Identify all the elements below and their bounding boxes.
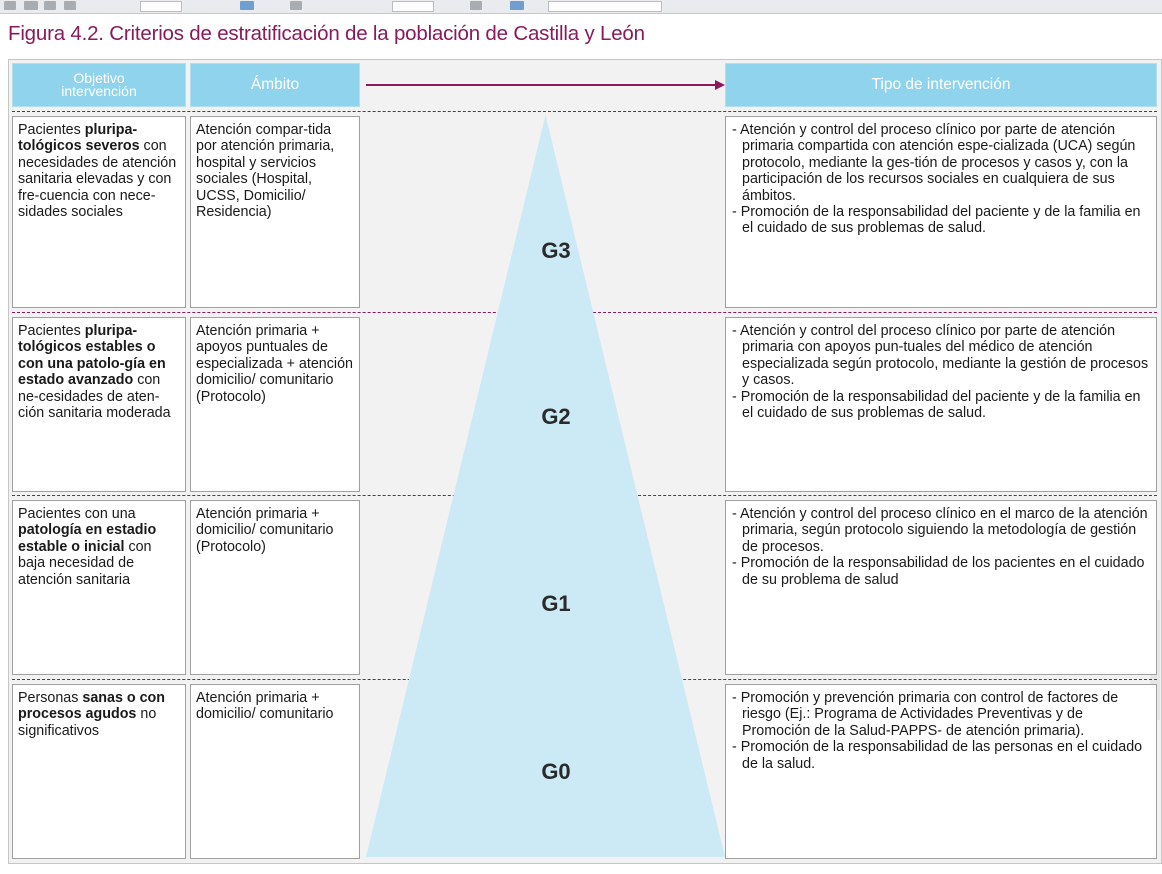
level-label-g0: G0 bbox=[541, 759, 571, 784]
arrow-line bbox=[366, 84, 716, 86]
toolbar-button-icon[interactable] bbox=[290, 1, 302, 10]
objetivo-cell-g0 bbox=[12, 684, 186, 859]
toolbar-page-field[interactable] bbox=[140, 1, 182, 12]
tipo-item: - Atención y control del proceso clínico por parte de atención primaria compartida con atención espe-cializada (UCA) según protocolo, mediante la ges-tión de procesos y casos y, con la participación de los recursos sociales en cualquiera de sus ámbitos. bbox=[732, 122, 1136, 204]
objetivo-text-part: Pacientes bbox=[18, 323, 85, 339]
objetivo-text-bold: pluripa-tológicos severos bbox=[18, 122, 140, 155]
tipo-item: - Promoción de la responsabilidad del paciente y de la familia en el cuidado de sus problemas de salud. bbox=[732, 204, 1141, 237]
level-label-g2: G2 bbox=[541, 404, 571, 429]
toolbar-search-field[interactable] bbox=[548, 1, 662, 12]
toolbar-button-icon[interactable] bbox=[240, 1, 254, 10]
tipo-cell-g3 bbox=[725, 116, 1157, 308]
objetivo-text-part: con ne-cesidades de aten-ción sanitaria moderada bbox=[18, 372, 171, 422]
header-objetivo bbox=[12, 63, 186, 107]
tipo-item: - Atención y control del proceso clínico por parte de atención primaria con apoyos pun-tuales del médico de atención especializada según protocolo, mediante la gestión de procesos y casos. bbox=[732, 323, 1149, 389]
objetivo-text-part: Personas bbox=[18, 690, 83, 706]
header-ambito: Ámbito bbox=[190, 63, 360, 107]
objetivo-text-part: con baja necesidad de atención sanitaria bbox=[18, 538, 152, 588]
ambito-cell-g2: Atención primaria + apoyos puntuales de especializada + atención domicilio/ comunitario (Protocolo) bbox=[190, 317, 360, 492]
ambito-cell-g1: Atención primaria + domicilio/ comunitario (Protocolo) bbox=[190, 500, 360, 675]
objetivo-text-part: con necesidades de atención sanitaria elevadas y con fre-cuencia con nece-sidades sociales bbox=[18, 138, 177, 221]
tipo-cell-g2 bbox=[725, 317, 1157, 492]
toolbar-button-icon[interactable] bbox=[510, 1, 524, 10]
toolbar-button-icon[interactable] bbox=[44, 1, 56, 10]
stratification-pyramid bbox=[366, 115, 725, 857]
tipo-item: - Promoción de la responsabilidad de las personas en el cuidado de la salud. bbox=[732, 739, 1143, 772]
toolbar-button-icon[interactable] bbox=[64, 1, 76, 10]
objetivo-text-bold: pluripa-tológicos estables o con una patolo-gía en estado avanzado bbox=[18, 323, 166, 389]
objetivo-cell-g3 bbox=[12, 116, 186, 308]
ambito-cell-g0: Atención primaria + domicilio/ comunitario bbox=[190, 684, 360, 859]
tipo-item: - Promoción de la responsabilidad de los pacientes en el cuidado de su problema de salud bbox=[732, 555, 1145, 588]
toolbar-zoom-field[interactable] bbox=[392, 1, 434, 12]
level-label-g3: G3 bbox=[541, 238, 571, 263]
objetivo-text-part: Pacientes con una bbox=[18, 506, 136, 522]
objetivo-text-bold: sanas o con procesos agudos bbox=[18, 690, 166, 723]
toolbar-button-icon[interactable] bbox=[24, 1, 38, 10]
objetivo-text-part: Pacientes bbox=[18, 122, 85, 138]
arrow-head-icon bbox=[715, 80, 725, 90]
objetivo-cell-g1 bbox=[12, 500, 186, 675]
level-label-g1: G1 bbox=[541, 591, 571, 616]
tipo-item: - Atención y control del proceso clínico en el marco de la atención primaria, según protocolo siguiendo la metodología de gestión de procesos. bbox=[732, 506, 1148, 555]
viewer-toolbar bbox=[0, 0, 1162, 14]
header-tipo: Tipo de intervención bbox=[725, 63, 1157, 107]
tipo-cell-g1 bbox=[725, 500, 1157, 675]
figure-title: Figura 4.2. Criterios de estratificación de la población de Castilla y León bbox=[8, 22, 645, 45]
toolbar-button-icon[interactable] bbox=[470, 1, 482, 10]
header-objetivo-line2: intervención bbox=[61, 83, 137, 99]
tipo-item: - Promoción de la responsabilidad del paciente y de la familia en el cuidado de sus problemas de salud. bbox=[732, 388, 1141, 422]
tipo-cell-g0 bbox=[725, 684, 1157, 859]
ambito-cell-g3: Atención compar-tida por atención primaria, hospital y servicios sociales (Hospital, UCSS, Domicilio/ Residencia) bbox=[190, 116, 360, 308]
objetivo-text-bold: patología en estadio estable o inicial bbox=[18, 522, 157, 555]
objetivo-cell-g2 bbox=[12, 317, 186, 492]
tipo-item: - Promoción y prevención primaria con control de factores de riesgo (Ej.: Programa de Actividades Preventivas y de Promoción de la Salud-PAPPS- de atención primaria). bbox=[732, 690, 1119, 739]
row-separator bbox=[12, 111, 1157, 112]
header-objetivo-line1: Objetivo bbox=[73, 70, 125, 86]
toolbar-button-icon[interactable] bbox=[4, 1, 16, 10]
pyramid-shape bbox=[366, 115, 725, 857]
objetivo-text-part: no significativos bbox=[18, 706, 157, 739]
